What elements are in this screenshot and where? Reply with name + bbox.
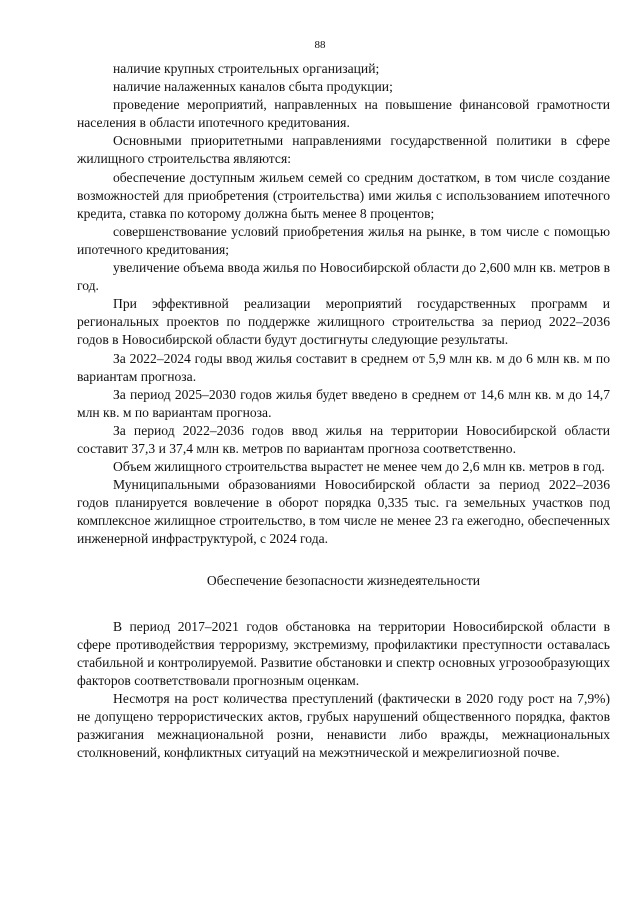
paragraph: Муниципальными образованиями Новосибирской области за период 2022–2036 годов планируется вовлечение в оборот порядка 0,335 тыс. га земельных участков под комплексное жилищное строительство, в том числе не менее 23 га ежегодно, обеспеченных инженерной инфраструктурой, с 2024 года. — [77, 477, 610, 547]
paragraph: За период 2022–2036 годов ввод жилья на территории Новосибирской области составит 37,3 и 37,4 млн кв. метров по вариантам прогноза соответственно. — [77, 422, 610, 456]
paragraph: За период 2025–2030 годов жилья будет введено в среднем от 14,6 млн кв. м до 14,7 млн кв. м по вариантам прогноза. — [77, 386, 610, 420]
section-title: Обеспечение безопасности жизнедеятельности — [206, 572, 481, 588]
page-number: 88 — [314, 39, 326, 51]
paragraph: наличие крупных строительных организаций; — [113, 61, 380, 76]
paragraph: наличие налаженных каналов сбыта продукции; — [113, 79, 393, 95]
paragraph: увеличение объема ввода жилья по Новосибирской области до 2,600 млн кв. метров в год. — [77, 260, 610, 294]
page-content — [77, 60, 610, 762]
paragraph: обеспечение доступным жильем семей со средним достатком, в том числе создание возможностей для приобретения (строительства) ими жилья с использованием ипотечного кредита, ставка по которому должна быть менее 8 процентов; — [77, 169, 610, 221]
paragraph: В период 2017–2021 годов обстановка на территории Новосибирской области в сфере противодействия терроризму, экстремизму, профилактики преступности оставалась стабильной и контролируемой. Развитие обстановки и спектр основных угрозообразующих факторов соответствовали прогнозным оценкам. — [77, 618, 610, 688]
paragraph: Основными приоритетными направлениями государственной политики в сфере жилищного строительства являются: — [77, 133, 610, 167]
paragraph: За 2022–2024 годы ввод жилья составит в среднем от 5,9 млн кв. м до 6 млн кв. м по вариантам прогноза. — [77, 350, 610, 384]
paragraph: проведение мероприятий, направленных на повышение финансовой грамотности населения в области ипотечного кредитования. — [77, 97, 610, 131]
paragraph: совершенствование условий приобретения жилья на рынке, в том числе с помощью ипотечного кредитования; — [77, 223, 610, 257]
paragraph: При эффективной реализации мероприятий государственных программ и региональных проектов по поддержке жилищного строительства за период 2022–2036 годов в Новосибирской области будут достигнуты следующие результаты. — [77, 296, 610, 348]
paragraph: Объем жилищного строительства вырастет не менее чем до 2,6 млн кв. метров в год. — [113, 459, 605, 475]
paragraph: Несмотря на рост количества преступлений (фактически в 2020 году рост на 7,9%) не допущено террористических актов, грубых нарушений общественного порядка, фактов разжигания межнациональной розни, ненависти либо вражды, межнациональных столкновений, конфликтных ситуаций на межэтнической и межрелигиозной почве. — [77, 690, 610, 761]
